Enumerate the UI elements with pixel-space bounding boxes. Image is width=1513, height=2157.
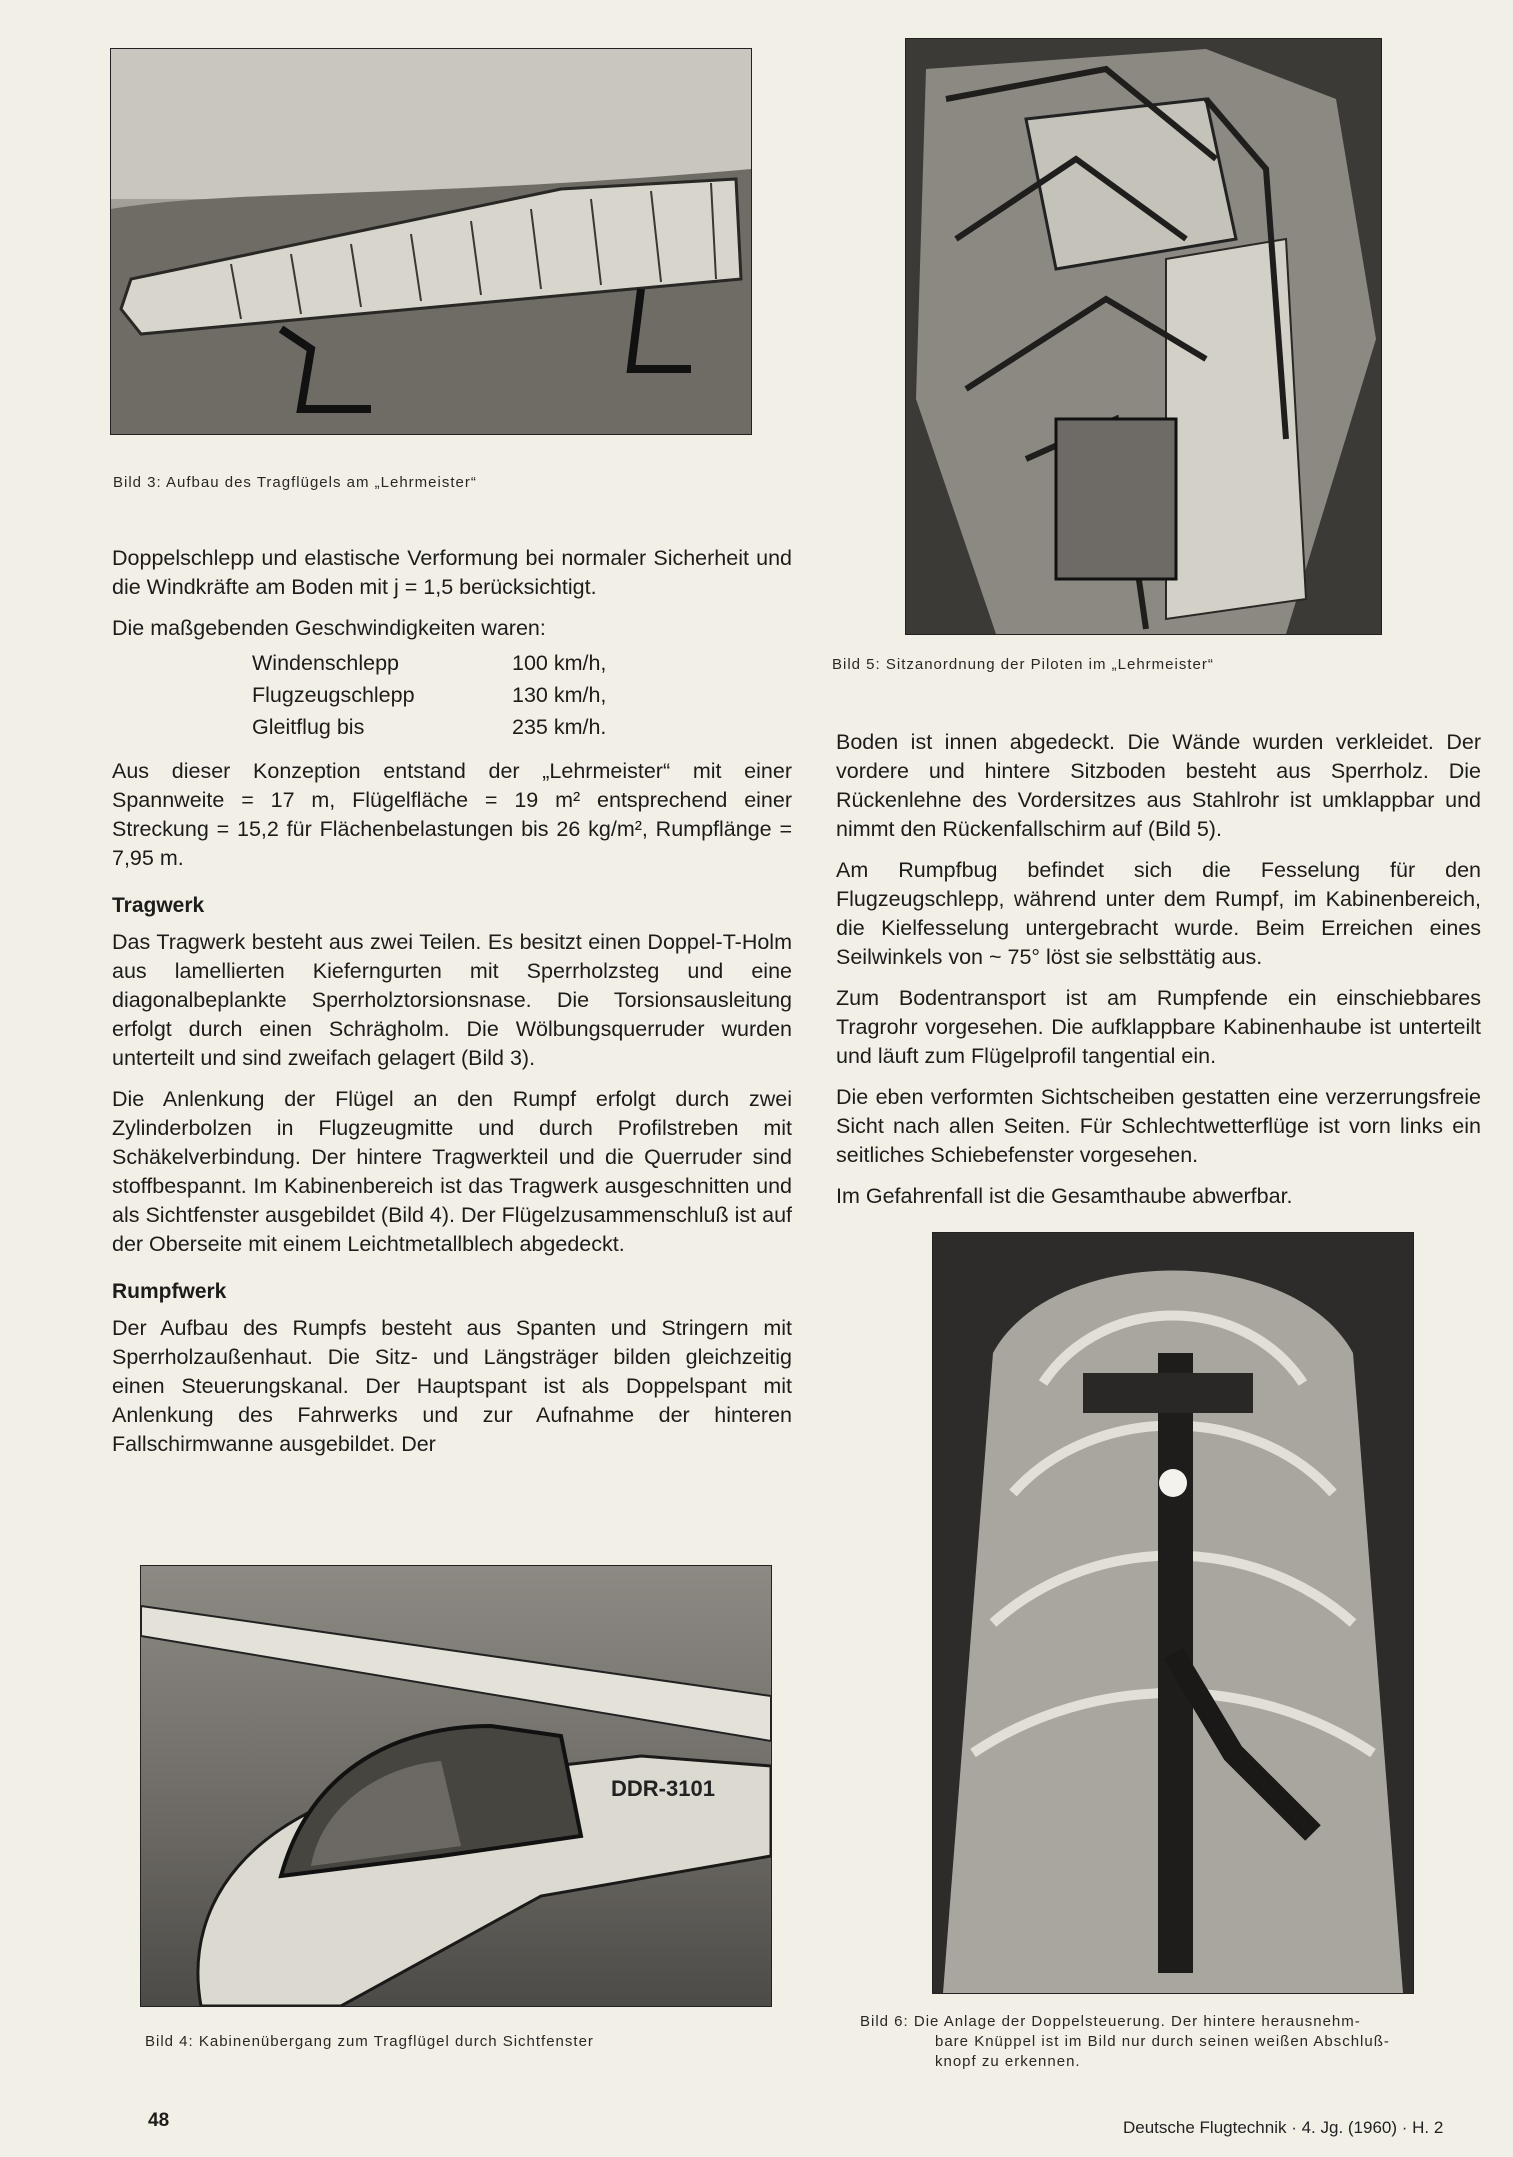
journal-footer: Deutsche Flugtechnik · 4. Jg. (1960) · H. 2 [1123, 2118, 1444, 2137]
paragraph: Die maßgebenden Geschwindigkeiten waren: [112, 616, 546, 640]
speed-label: Windenschlepp [252, 650, 400, 675]
section-heading-tragwerk: Tragwerk [112, 894, 205, 917]
caption-line: bare Knüppel ist im Bild nur durch seinen weißen Abschluß- [935, 2033, 1390, 2050]
paragraph: Das Tragwerk besteht aus zwei Teilen. Es besitzt einen Doppel-T-Holm aus lamellierten Kieferngurten mit Sperrholzsteg und eine diagonalbeplankte Sperrholztorsionsnase. Die Torsionsausleitung erfolgt durch einen Schrägholm. Die Wölbungsquerruder wurden unterteilt und sind zweifach gelagert (Bild 3). [112, 930, 792, 1070]
figure-4-cabin-photo [140, 1565, 772, 2007]
caption-line: knopf zu erkennen. [935, 2053, 1081, 2070]
speed-row [112, 711, 792, 743]
figure-5-cockpit-seats-photo [905, 38, 1382, 635]
paragraph: Die eben verformten Sichtscheiben gestatten eine verzerrungsfreie Sicht nach allen Seiten. Für Schlechtwetterflüge ist vorn links ein seitliches Schiebefenster vorgesehen. [836, 1085, 1481, 1167]
figure-5-caption: Bild 5: Sitzanordnung der Piloten im „Lehrmeister“ [832, 656, 1214, 673]
figure-6-caption [860, 2012, 1490, 2072]
figure-3-wing-structure-photo [110, 48, 752, 435]
speed-row [112, 647, 792, 679]
paragraph: Zum Bodentransport ist am Rumpfende ein einschiebbares Tragrohr vorgesehen. Die aufklappbare Kabinenhaube ist unterteilt und läuft zum Flügelprofil tangential ein. [836, 986, 1481, 1068]
speed-label: Gleitflug bis [252, 714, 365, 739]
speed-table [112, 647, 792, 743]
speed-label: Flugzeugschlepp [252, 682, 415, 707]
section-heading-rumpfwerk: Rumpfwerk [112, 1280, 227, 1303]
speed-value: 100 km/h, [512, 650, 607, 675]
left-text-column [112, 544, 792, 1471]
aircraft-registration: DDR-3101 [611, 1776, 715, 1801]
speed-value: 130 km/h, [512, 682, 607, 707]
paragraph: Doppelschlepp und elastische Verformung bei normaler Sicherheit und die Windkräfte am Boden mit j = 1,5 berücksichtigt. [112, 546, 792, 599]
paragraph: Boden ist innen abgedeckt. Die Wände wurden verkleidet. Der vordere und hintere Sitzboden besteht aus Sperrholz. Die Rückenlehne des Vordersitzes aus Stahlrohr ist umklappbar und nimmt den Rückenfallschirm auf (Bild 5). [836, 730, 1481, 841]
right-text-column [836, 728, 1481, 1223]
paragraph: Aus dieser Konzeption entstand der „Lehrmeister“ mit einer Spannweite = 17 m, Flügelfläche = 19 m² entsprechend einer Streckung = 15,2 für Flächenbelastungen bis 26 kg/m², Rumpflänge = 7,95 m. [112, 759, 792, 870]
caption-line: Bild 6: Die Anlage der Doppelsteuerung. Der hintere herausnehm- [860, 2013, 1361, 2030]
speed-row [112, 679, 792, 711]
paragraph: Der Aufbau des Rumpfs besteht aus Spanten und Stringern mit Sperrholzaußenhaut. Die Sitz- und Längsträger bilden gleichzeitig einen Steuerungskanal. Der Hauptspant ist als Doppelspant mit Anlenkung des Fahrwerks und zur Aufnahme der hinteren Fallschirmwanne ausgebildet. Der [112, 1316, 792, 1456]
paragraph: Am Rumpfbug befindet sich die Fesselung für den Flugzeugschlepp, während unter dem Rumpf, im Kabinenbereich, die Kielfesselung untergebracht wurde. Beim Erreichen eines Seilwinkels von ~ 75° löst sie selbsttätig aus. [836, 858, 1481, 969]
speed-value: 235 km/h. [512, 714, 607, 739]
figure-6-dual-controls-photo [932, 1232, 1414, 1994]
paragraph: Im Gefahrenfall ist die Gesamthaube abwerfbar. [836, 1184, 1293, 1208]
paragraph: Die Anlenkung der Flügel an den Rumpf erfolgt durch zwei Zylinderbolzen in Flugzeugmitte und durch Profilstreben mit Schäkelverbindung. Der hintere Tragwerkteil und die Querruder sind stoffbespannt. Im Kabinenbereich ist das Tragwerk ausgeschnitten und als Sichtfenster ausgebildet (Bild 4). Der Flügelzusammenschluß ist auf der Oberseite mit einem Leichtmetallblech abgedeckt. [112, 1087, 792, 1256]
page-number: 48 [148, 2110, 170, 2131]
figure-3-caption: Bild 3: Aufbau des Tragflügels am „Lehrmeister“ [113, 474, 477, 491]
figure-4-caption: Bild 4: Kabinenübergang zum Tragflügel durch Sichtfenster [145, 2033, 594, 2050]
